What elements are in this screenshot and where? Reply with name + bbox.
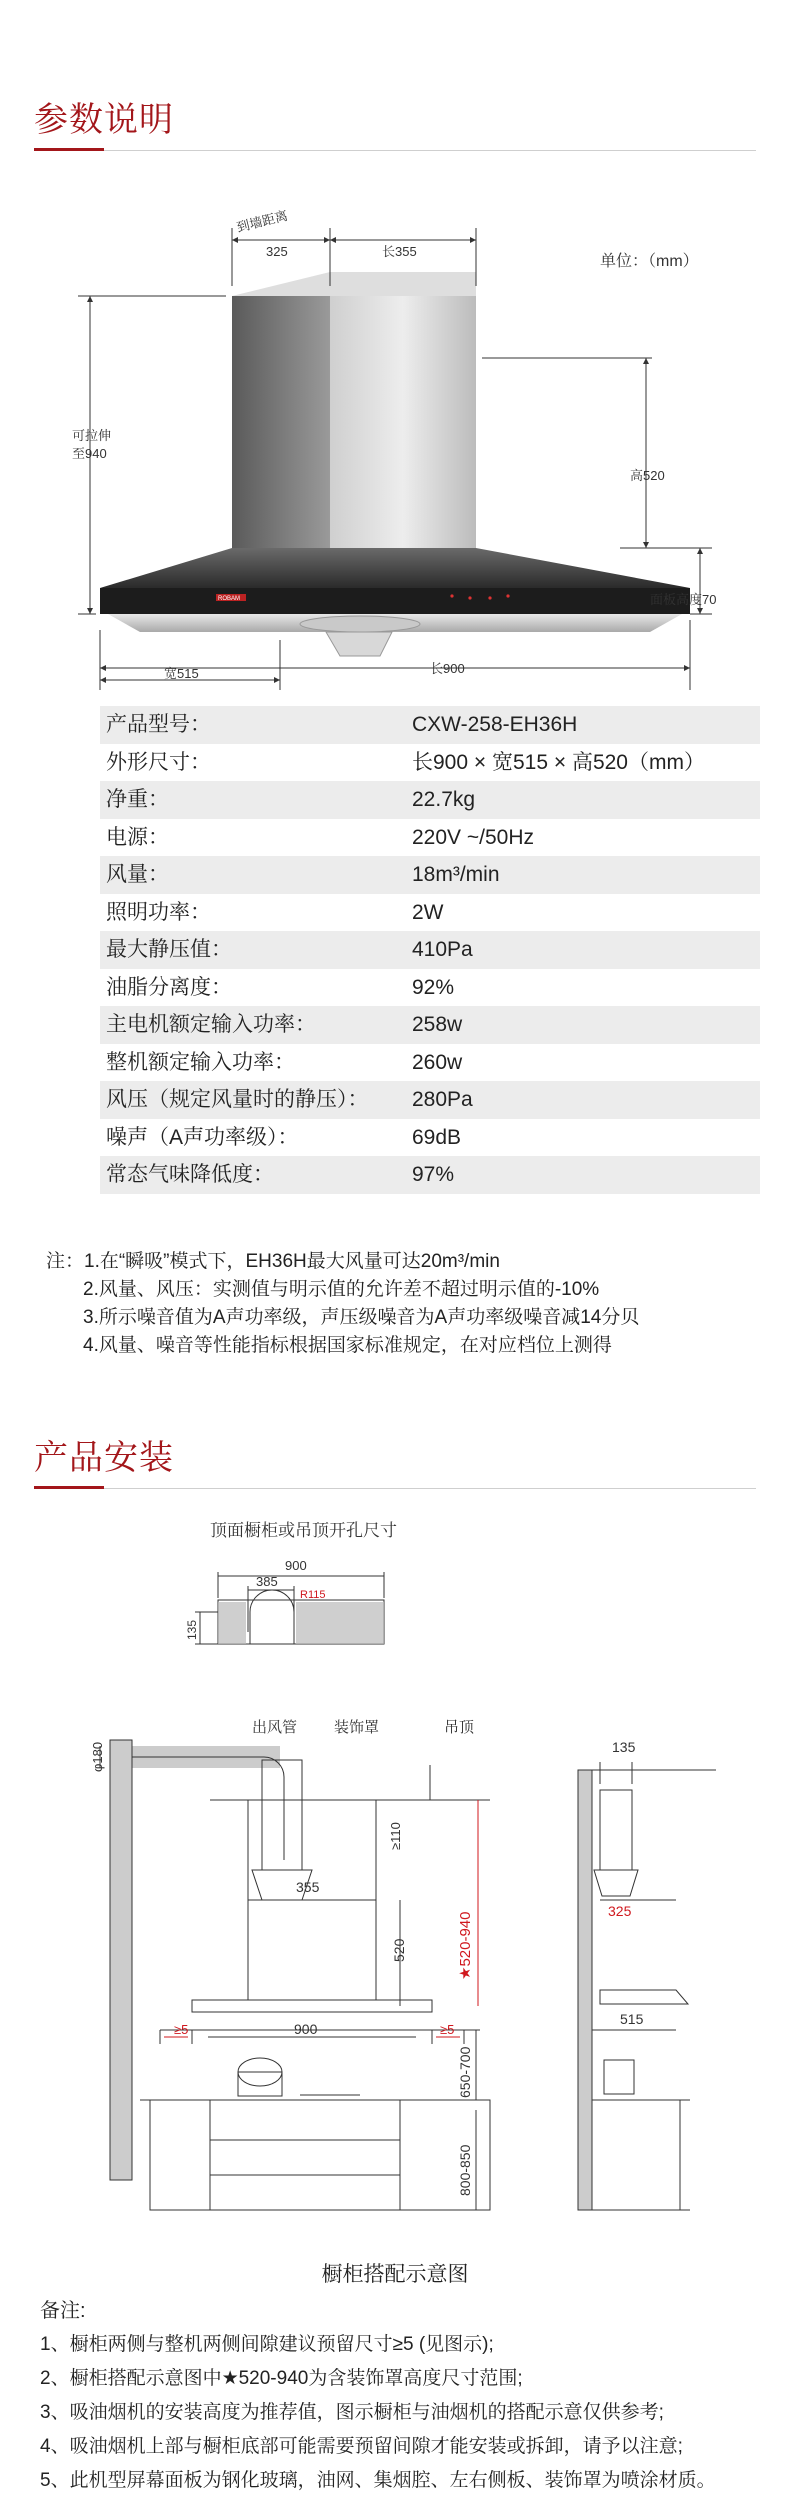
spec-table — [100, 706, 760, 1194]
ge5-right-label: ≥5 — [440, 2022, 455, 2037]
spec-row — [100, 706, 760, 744]
spec-key: 噪声（A声功率级）： — [106, 1125, 299, 1149]
spec-value: 2W — [412, 900, 444, 924]
height-label: 高520 — [630, 468, 665, 483]
spec-value: 22.7kg — [412, 788, 476, 811]
cover-label: 装饰罩 — [334, 1719, 380, 1736]
spec-row — [100, 894, 760, 932]
spec-key: 电源： — [106, 825, 169, 849]
spec-key: 常态气味降低度： — [106, 1163, 274, 1186]
hood-black-panel — [100, 588, 690, 614]
duct-label: 出风管 — [252, 1719, 298, 1736]
chimney-front-face — [330, 296, 476, 548]
remarks — [40, 2294, 716, 2498]
top-length-label: 长355 — [382, 244, 417, 259]
spec-row — [100, 931, 760, 969]
ceiling-label: 吊顶 — [444, 1719, 475, 1736]
install-section-divider — [34, 1488, 756, 1489]
hood-brand: ROBAM — [218, 596, 241, 602]
spec-row — [100, 1156, 760, 1194]
spec-key: 主电机额定输入功率： — [106, 1013, 316, 1036]
cabinet-r115: R115 — [300, 1589, 326, 1601]
hood-dimension-drawing — [0, 200, 790, 720]
spec-row — [100, 1119, 760, 1157]
d520-940-label: ★520-940 — [457, 1911, 474, 1980]
note-item: 2.风量、风压：实测值与明示值的允许差不超过明示值的-10% — [83, 1279, 600, 1300]
side-135-label: 135 — [612, 1739, 636, 1755]
width-label: 宽515 — [164, 666, 199, 681]
side-515-label: 515 — [620, 2011, 644, 2027]
spec-value: 280Pa — [412, 1088, 473, 1111]
spec-key: 整机额定输入功率： — [106, 1050, 295, 1074]
spec-row — [100, 1006, 760, 1044]
side-325-label: 325 — [608, 1903, 632, 1919]
hood-vent — [326, 632, 392, 656]
d900-label: 900 — [294, 2021, 318, 2037]
spec-row — [100, 856, 760, 894]
spec-value: 18m³/min — [412, 863, 500, 886]
spec-row — [100, 969, 760, 1007]
spec-row — [100, 819, 760, 857]
params-section-title: 参数说明 — [34, 101, 174, 139]
spec-value: 410Pa — [412, 938, 473, 961]
spec-key: 最大静压值： — [106, 938, 232, 961]
spec-key: 外形尺寸： — [106, 750, 211, 774]
remark-item: 4、吸油烟机上部与橱柜底部可能需要预留间隙才能安装或拆卸，请予以注意; — [40, 2436, 683, 2457]
unit-label: 单位：（mm） — [600, 253, 699, 270]
d355-label: 355 — [296, 1879, 320, 1895]
extend-value: 至940 — [72, 446, 107, 461]
spec-value: CXW-258-EH36H — [412, 713, 578, 736]
wall-distance-label: 到墙距离 — [235, 207, 290, 235]
spec-value: 97% — [412, 1163, 455, 1186]
install-section-title: 产品安装 — [34, 1439, 174, 1477]
extend-label: 可拉伸 — [72, 428, 112, 443]
remark-item: 2、橱柜搭配示意图中★520-940为含装饰罩高度尺寸范围; — [40, 2368, 523, 2389]
spec-key: 净重： — [106, 788, 169, 811]
spec-key: 油脂分离度： — [106, 975, 232, 999]
note-item: 3.所示噪音值为A声功率级，声压级噪音为A声功率级噪音减14分贝 — [83, 1307, 640, 1328]
spec-row — [100, 1081, 760, 1119]
spec-value: 69dB — [412, 1125, 462, 1149]
d650-700-label: 650-700 — [457, 2046, 473, 2098]
panel-height-label: 面板高度70 — [650, 592, 717, 607]
remark-item: 3、吸油烟机的安装高度为推荐值，图示橱柜与油烟机的搭配示意仅供参考; — [40, 2402, 664, 2423]
spec-value: 260w — [412, 1050, 463, 1074]
remarks-heading: 备注: — [40, 2300, 86, 2322]
note-item: 注：1.在“瞬吸”模式下，EH36H最大风量可达20m³/min — [46, 1251, 500, 1272]
params-section-divider — [34, 150, 756, 151]
chimney-top — [232, 272, 476, 296]
spec-row — [100, 744, 760, 782]
spec-row — [100, 1044, 760, 1082]
remark-item: 1、橱柜两侧与整机两侧间隙建议预留尺寸≥5 (见图示); — [40, 2334, 494, 2355]
installation-drawing — [0, 1510, 790, 2250]
wall-distance-value: 325 — [266, 244, 288, 259]
spec-value: 220V ~/50Hz — [412, 825, 535, 849]
spec-value: 92% — [412, 975, 455, 999]
spec-key: 产品型号： — [106, 713, 211, 736]
spec-value: 258w — [412, 1013, 463, 1036]
spec-notes — [46, 1248, 639, 1360]
d800-850-label: 800-850 — [457, 2144, 473, 2196]
cabinet-900: 900 — [285, 1558, 307, 1573]
chimney-left-face — [232, 296, 330, 560]
ge110-label: ≥110 — [388, 1822, 403, 1850]
spec-row — [100, 781, 760, 819]
remark-item: 5、此机型屏幕面板为钢化玻璃，油网、集烟腔、左右侧板、装饰罩为喷涂材质。 — [40, 2470, 716, 2491]
length-label: 长900 — [430, 661, 465, 676]
spec-value: 长900 × 宽515 × 高520（mm） — [412, 750, 705, 774]
d520-label: 520 — [391, 1938, 407, 1962]
hood-top — [100, 548, 690, 588]
note-item: 4.风量、噪音等性能指标根据国家标准规定，在对应档位上测得 — [83, 1335, 612, 1356]
spec-key: 照明功率： — [106, 900, 211, 924]
install-caption: 橱柜搭配示意图 — [321, 2263, 469, 2286]
cabinet-385: 385 — [256, 1574, 278, 1589]
cabinet-135: 135 — [185, 1619, 199, 1640]
spec-key: 风量： — [106, 863, 169, 886]
ge5-left-label: ≥5 — [174, 2022, 189, 2037]
spec-key: 风压（规定风量时的静压）： — [106, 1088, 369, 1111]
cabinet-title: 顶面橱柜或吊顶开孔尺寸 — [210, 1521, 397, 1540]
phi180-label: φ180 — [90, 1741, 105, 1772]
